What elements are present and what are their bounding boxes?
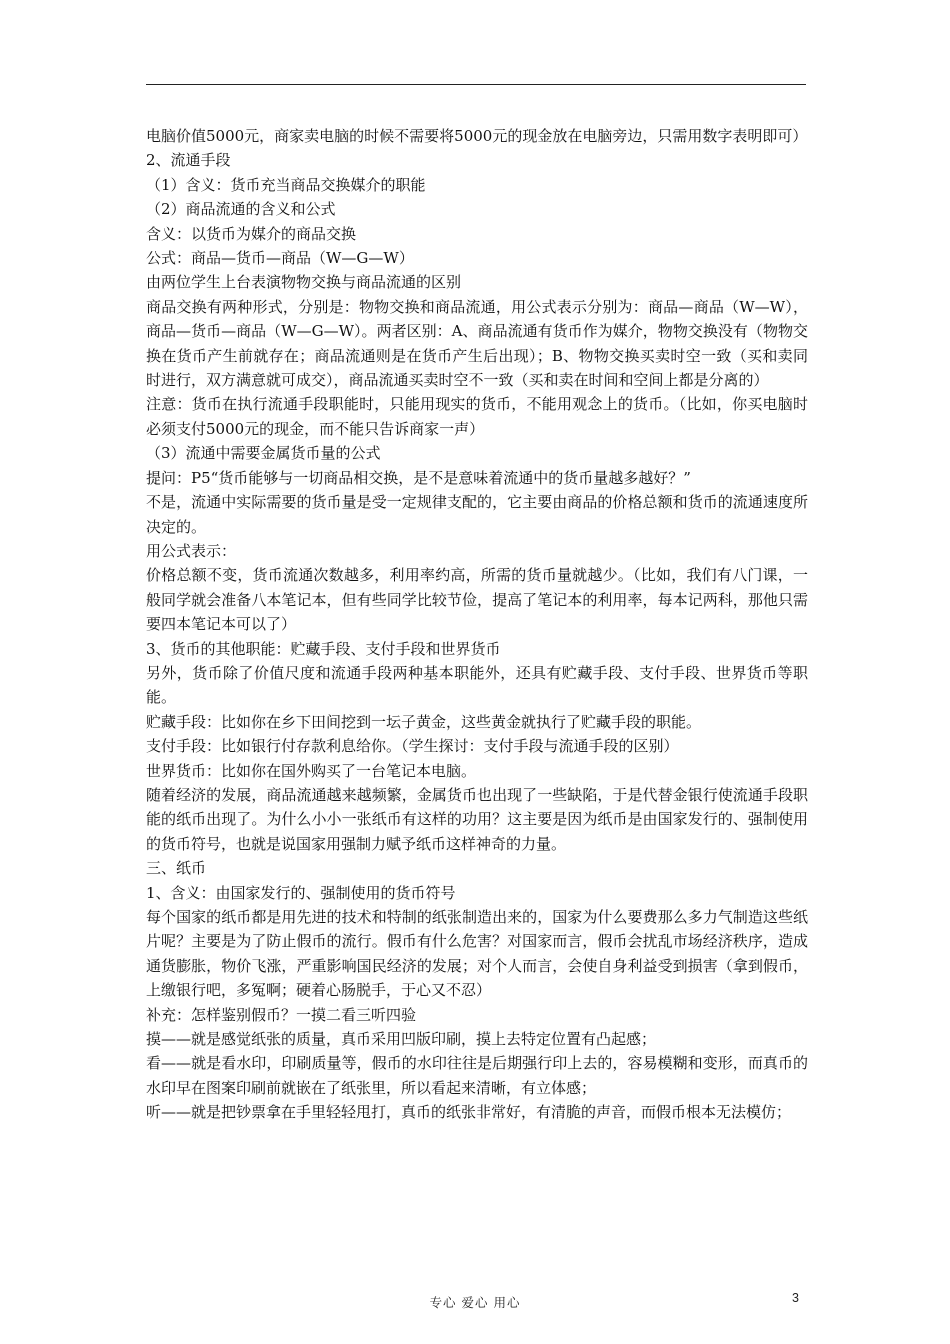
paragraph: 用公式表示：	[146, 541, 237, 560]
section-heading: 三、纸币	[146, 859, 207, 878]
paragraph: 每个国家的纸币都是用先进的技术和特制的纸张制造出来的，国家为什么要费那么多力气制造这些纸片呢？主要是为了防止假币的流行。假币有什么危害？对国家而言，假币会扰乱市场经济秩序，造成通货膨胀，物价飞涨，严重影响国民经济的发展；对个人而言，会使自身利益受到损害（拿到假币，上缴银行吧，多冤啊；硬着心肠脱手，于心又不忍）	[146, 908, 808, 1000]
subheading: （1）含义：货币充当商品交换媒介的职能	[146, 175, 426, 194]
section-heading: 3、货币的其他职能：贮藏手段、支付手段和世界货币	[146, 639, 501, 658]
paragraph: 支付手段：比如银行付存款利息给你。（学生探讨：支付手段与流通手段的区别）	[146, 737, 679, 756]
paragraph: 提问：P5“货币能够与一切商品相交换，是不是意味着流通中的货币量越多越好？”	[146, 468, 691, 487]
paragraph: 由两位学生上台表演物物交换与商品流通的区别	[146, 273, 462, 292]
paragraph: 电脑价值5000元，商家卖电脑的时候不需要将5000元的现金放在电脑旁边，只需用数字表明即可）	[146, 127, 808, 145]
document-body	[146, 124, 808, 1125]
paragraph: 听——就是把钞票拿在手里轻轻甩打，真币的纸张非常好，有清脆的声音，而假币根本无法模仿；	[146, 1103, 792, 1122]
paragraph: 摸——就是感觉纸张的质量，真币采用凹版印刷，摸上去特定位置有凸起感；	[146, 1030, 657, 1049]
paragraph: 含义：以货币为媒介的商品交换	[146, 224, 357, 243]
subheading: （2）商品流通的含义和公式	[146, 200, 336, 219]
page-number: 3	[792, 1291, 799, 1305]
section-heading: 2、流通手段	[146, 151, 231, 170]
paragraph: 随着经济的发展，商品流通越来越频繁，金属货币也出现了一些缺陷，于是代替金银行使流通手段职能的纸币出现了。为什么小小一张纸币有这样的功用？这主要是因为纸币是由国家发行的、强制使用的货币符号，也就是说国家用强制力赋予纸币这样神奇的力量。	[146, 785, 808, 853]
subheading: （3）流通中需要金属货币量的公式	[146, 444, 381, 463]
subheading: 1、含义：由国家发行的、强制使用的货币符号	[146, 883, 456, 902]
paragraph: 不是，流通中实际需要的货币量是受一定规律支配的，它主要由商品的价格总额和货币的流通速度所决定的。	[146, 493, 808, 536]
footer-motto: 专心 爱心 用心	[429, 1295, 521, 1310]
paragraph: 价格总额不变，货币流通次数越多，利用率约高，所需的货币量就越少。（比如，我们有八门课，一般同学就会准备八本笔记本，但有些同学比较节俭，提高了笔记本的利用率，每本记两科，那他只需要四本笔记本可以了）	[146, 566, 808, 634]
header-rule	[146, 84, 806, 85]
paragraph: 公式：商品—货币—商品（W—G—W）	[146, 249, 414, 268]
paragraph: 商品交换有两种形式，分别是：物物交换和商品流通，用公式表示分别为：商品—商品（W—W），商品—货币—商品（W—G—W）。两者区别：A、商品流通有货币作为媒介，物物交换没有（物物交换在货币产生前就存在；商品流通则是在货币产生后出现）；B、物物交换买卖时空一致（买和卖同时进行，双方满意就可成交），商品流通买卖时空不一致（买和卖在时间和空间上都是分离的）	[146, 297, 808, 390]
paragraph: 看——就是看水印，印刷质量等，假币的水印往往是后期强行印上去的，容易模糊和变形，而真币的水印早在图案印刷前就嵌在了纸张里，所以看起来清晰，有立体感；	[146, 1054, 808, 1097]
paragraph: 世界货币：比如你在国外购买了一台笔记本电脑。	[146, 761, 477, 780]
paragraph: 补充：怎样鉴别假币？一摸二看三听四验	[146, 1005, 417, 1024]
paragraph: 注意：货币在执行流通手段职能时，只能用现实的货币，不能用观念上的货币。（比如，你买电脑时必须支付5000元的现金，而不能只告诉商家一声）	[146, 395, 808, 438]
paragraph: 另外，货币除了价值尺度和流通手段两种基本职能外，还具有贮藏手段、支付手段、世界货币等职能。	[146, 663, 808, 707]
paragraph: 贮藏手段：比如你在乡下田间挖到一坛子黄金，这些黄金就执行了贮藏手段的职能。	[146, 712, 702, 731]
